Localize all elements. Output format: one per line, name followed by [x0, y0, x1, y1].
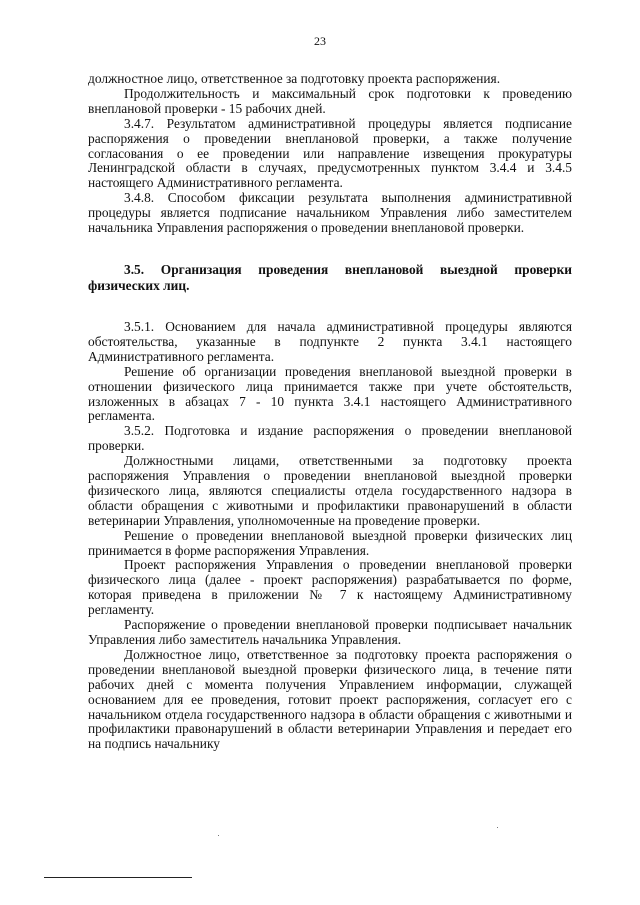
- page-number: 23: [314, 34, 326, 48]
- paragraph-duration: Продолжительность и максимальный срок подготовки к проведению внеплановой проверки - 15 рабочих дней.: [88, 85, 572, 116]
- paragraph-decision-form: Решение о проведении внеплановой выездной проверки физических лиц принимается в форме распоряжения Управления.: [88, 527, 572, 558]
- paragraph-3-4-8: 3.4.8. Способом фиксации результата выполнения административной процедуры является подписание начальником Управления либо заместителем начальника Управления распоряжения о проведении внеплановой проверки.: [88, 190, 572, 236]
- paragraph-draft-order: Проект распоряжения Управления о проведении внеплановой проверки физического лица (далее - проект распоряжения) разрабатывается по форме, которая приведена в приложении № 7 к настоящему Административному регламенту.: [88, 557, 572, 618]
- scan-speck: [497, 827, 498, 828]
- document-body: [88, 72, 572, 752]
- paragraph-3-4-7: 3.4.7. Результатом административной процедуры является подписание распоряжения о проведении внеплановой проверки, а также получение согласования о ее проведении или направление извещения прокуратуры Ленинградской области в случаях, предусмотренных пунктом 3.4.4 и 3.4.5 настоящего Административного регламента.: [88, 115, 572, 191]
- paragraph-responsible-person: Должностное лицо, ответственное за подготовку проекта распоряжения о проведении внеплановой выездной проверки физического лица, в течение пяти рабочих дней с момента получения Управлением информации, служащей основанием для ее проведения, готовит проект распоряжения, согласует его с начальником отдела государственного надзора в области обращения с животными и профилактики правонарушений в области ветеринарии Управления и передает его на подпись начальнику: [88, 646, 572, 752]
- section-heading-3-5: 3.5. Организация проведения внеплановой выездной проверки физических лиц.: [88, 261, 572, 293]
- paragraph-responsible-officials: Должностными лицами, ответственными за подготовку проекта распоряжения Управления о проведении внеплановой выездной проверки физического лица, являются специалисты отдела государственного надзора в области обращения с животными и профилактики правонарушений в области ветеринарии Управления, уполномоченные на проведение проверки.: [88, 453, 572, 528]
- paragraph-signing: Распоряжение о проведении внеплановой проверки подписывает начальник Управления либо заместитель начальника Управления.: [88, 617, 572, 647]
- paragraph-3-5-2: 3.5.2. Подготовка и издание распоряжения о проведении внеплановой проверки.: [88, 423, 572, 454]
- paragraph-continuation: должностное лицо, ответственное за подготовку проекта распоряжения.: [88, 71, 501, 86]
- scan-speck: [218, 835, 219, 836]
- paragraph-3-5-1: 3.5.1. Основанием для начала административной процедуры являются обстоятельства, указанные в подпункте 2 пункта 3.4.1 настоящего Административного регламента.: [88, 318, 572, 364]
- paragraph-decision: Решение об организации проведения внеплановой выездной проверки в отношении физического лица принимается также при учете обстоятельств, изложенных в абзацах 7 - 10 пункта 3.4.1 настоящего Административного регламента.: [88, 363, 572, 424]
- footer-rule: [44, 877, 192, 878]
